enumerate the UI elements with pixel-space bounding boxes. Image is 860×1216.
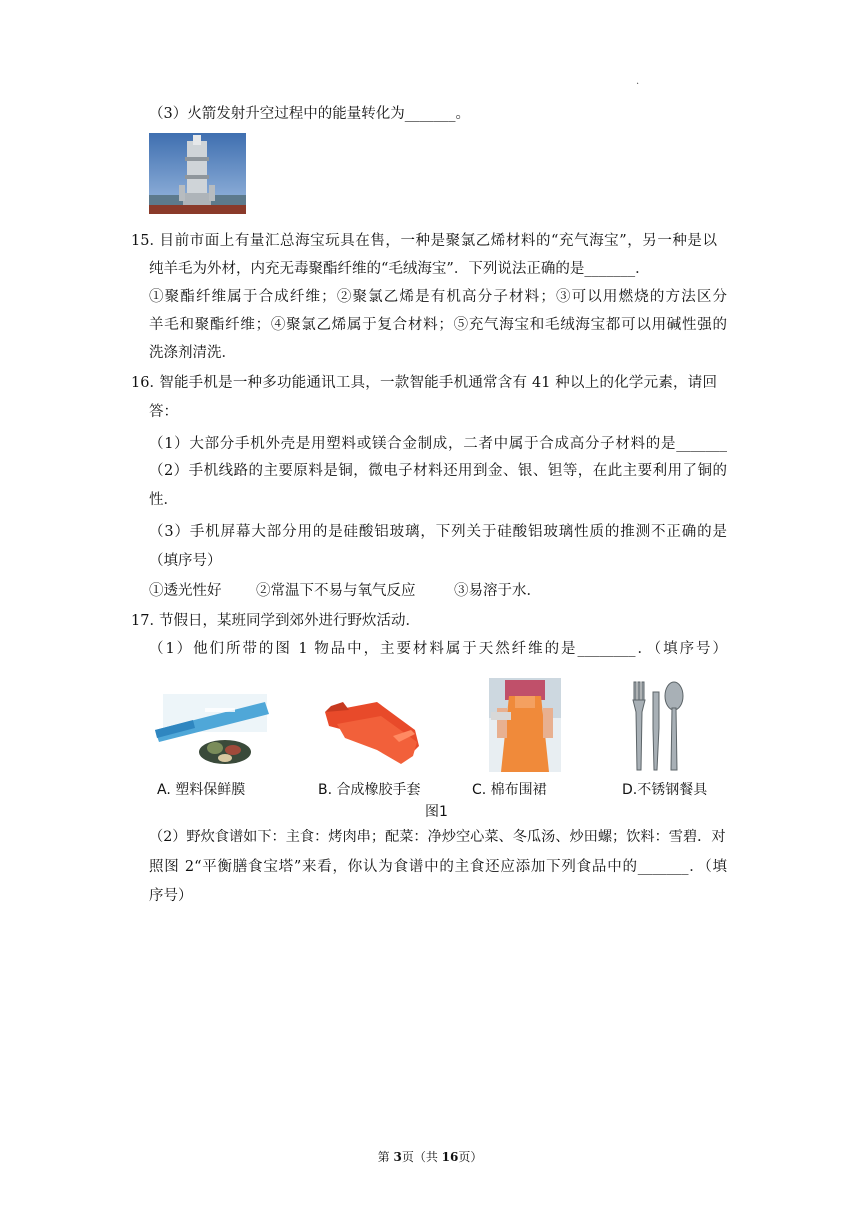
stainless-cutlery-image bbox=[628, 680, 688, 772]
q17-line-4: 照图 2“平衡膳食宝塔”来看，你认为食谱中的主食还应添加下列食品中的_______．（填 bbox=[149, 859, 727, 875]
figure-caption-d: D.不锈钢餐具 bbox=[622, 782, 708, 798]
q16-line-1 bbox=[131, 373, 717, 393]
q15-line-5: 洗涤剂清洗． bbox=[149, 345, 236, 361]
q15-number: 15． bbox=[131, 233, 164, 249]
plastic-wrap-image bbox=[153, 688, 269, 768]
q16-line-2: 答： bbox=[149, 404, 178, 420]
cotton-apron-image bbox=[489, 678, 561, 772]
footer-total-pages: 16 bbox=[441, 1150, 459, 1164]
q16-line-4: （2）手机线路的主要原料是铜，微电子材料还用到金、银、钽等，在此主要利用了铜的 bbox=[149, 463, 727, 479]
q16-line-6: （3）手机屏幕大部分用的是硅酸铝玻璃，下列关于硅酸铝玻璃性质的推测不正确的是 bbox=[149, 524, 727, 540]
q14-part3-text: （3）火箭发射升空过程中的能量转化为_______。 bbox=[149, 106, 470, 122]
figure-caption-b: B. 合成橡胶手套 bbox=[318, 782, 421, 798]
q15-line-2: 纯羊毛为外材，内充无毒聚酯纤维的“毛绒海宝”．下列说法正确的是_______． bbox=[149, 261, 650, 277]
q17-number: 17． bbox=[131, 613, 164, 629]
q17-text-1: 节假日，某班同学到郊外进行野炊活动． bbox=[159, 613, 420, 629]
q17-line-1 bbox=[131, 611, 420, 631]
q15-line-4: 羊毛和聚酯纤维；④聚氯乙烯属于复合材料；⑤充气海宝和毛绒海宝都可以用碱性强的 bbox=[149, 317, 727, 333]
q16-line-5: 性． bbox=[149, 492, 178, 508]
corner-mark: . bbox=[636, 76, 640, 87]
figure-caption-a: A. 塑料保鲜膜 bbox=[157, 782, 246, 798]
q16-line-3: （1）大部分手机外壳是用塑料或镁合金制成，二者中属于合成高分子材料的是_______ bbox=[149, 436, 727, 452]
q15-line-1 bbox=[131, 231, 717, 251]
footer-prefix: 第 bbox=[377, 1150, 394, 1164]
q17-line-2: （1）他们所带的图 1 物品中，主要材料属于天然纤维的是________．（填序号） bbox=[149, 641, 727, 657]
rocket-launch-image bbox=[149, 133, 246, 214]
q17-line-3: （2）野炊食谱如下：主食：烤肉串；配菜：净炒空心菜、冬瓜汤、炒田螺；饮料：雪碧．对 bbox=[149, 829, 726, 845]
q15-line-3: ①聚酯纤维属于合成纤维；②聚氯乙烯是有机高分子材料；③可以用燃烧的方法区分 bbox=[149, 289, 727, 305]
footer-page-number: 3 bbox=[393, 1150, 402, 1164]
q16-number: 16． bbox=[131, 375, 164, 391]
q15-text-1: 目前市面上有量汇总海宝玩具在售，一种是聚氯乙烯材料的“充气海宝”，另一种是以 bbox=[159, 233, 717, 249]
q16-option-3: ③易溶于水． bbox=[454, 583, 541, 599]
footer-suffix: 页） bbox=[458, 1150, 483, 1164]
page-footer bbox=[0, 1148, 860, 1165]
q16-line-7: （填序号） bbox=[149, 553, 222, 569]
figure-caption-c: C. 棉布围裙 bbox=[472, 782, 547, 798]
q16-option-2: ②常温下不易与氧气反应 bbox=[256, 583, 416, 599]
footer-middle: 页（共 bbox=[401, 1150, 442, 1164]
q16-text-1: 智能手机是一种多功能通讯工具，一款智能手机通常含有 41 种以上的化学元素，请回 bbox=[159, 375, 717, 391]
q17-line-5: 序号） bbox=[149, 888, 193, 904]
figure-1-title: 图1 bbox=[425, 804, 448, 820]
rubber-gloves-image bbox=[319, 690, 431, 768]
q16-option-1: ①透光性好 bbox=[149, 583, 222, 599]
